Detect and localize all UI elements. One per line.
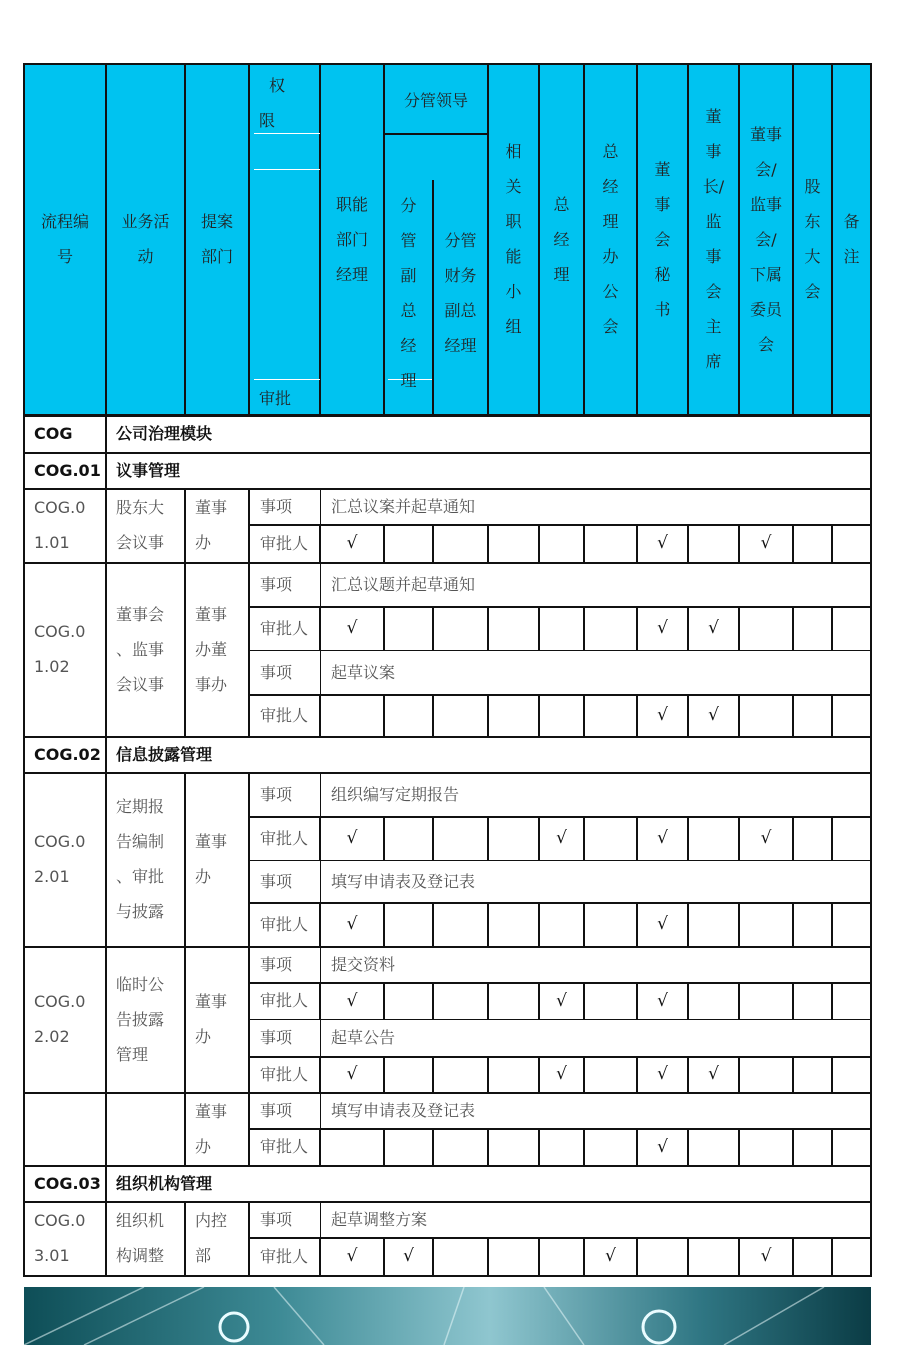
header-board-committees: 下属: [749, 264, 782, 284]
header-supervising-vp: 总: [400, 301, 417, 320]
process-activity: 构调整: [116, 1246, 165, 1265]
grid-line: [792, 1056, 794, 1092]
grid-line: [23, 736, 25, 774]
header-process-no: 流程编: [40, 212, 89, 231]
approval-checkmark: √: [708, 618, 719, 638]
proposing-dept-value: 办董: [195, 639, 228, 659]
grid-line: [487, 694, 489, 736]
grid-line: [538, 694, 540, 736]
grid-line: [870, 1128, 872, 1165]
header-gm-office-meeting: 总: [602, 142, 619, 161]
approver-label: 审批人: [260, 618, 309, 638]
banner-light-streaks: [24, 1287, 871, 1345]
header-functional-dept-manager: 职能: [335, 194, 368, 214]
process-activity: 告披露: [116, 1009, 165, 1029]
matter-text: 起草议案: [331, 662, 396, 682]
header-chairman: 监: [705, 212, 722, 231]
header-remarks: 备: [843, 212, 860, 231]
approval-checkmark: √: [605, 1246, 616, 1266]
header-shareholders-meeting: 股: [804, 177, 821, 196]
header-gm-office-meeting: 办: [602, 247, 619, 266]
grid-line: [487, 1128, 489, 1165]
grid-line: [432, 1056, 434, 1092]
grid-line: [23, 1201, 25, 1277]
matter-label: 事项: [260, 1100, 293, 1120]
header-supervising-leader: 分管领导: [403, 91, 468, 110]
approval-checkmark: √: [657, 618, 668, 638]
header-gm-office-meeting: 会: [602, 317, 619, 336]
header-functional-dept-manager: 经理: [335, 264, 368, 284]
grid-line: [105, 488, 107, 564]
section-name: 信息披露管理: [116, 745, 213, 764]
header-related-group: 相: [505, 142, 522, 161]
grid-line: [320, 772, 321, 816]
proposing-dept-value: 部: [195, 1246, 212, 1265]
grid-line: [792, 606, 794, 650]
proposing-dept-value: 办: [195, 533, 212, 552]
process-activity: 股东大: [116, 498, 165, 517]
approval-checkmark: √: [708, 1064, 719, 1084]
grid-line: [105, 1201, 107, 1277]
header-supervising-finance-vp: 副总: [444, 301, 477, 320]
approval-checkmark: √: [346, 533, 358, 553]
grid-line: [320, 946, 321, 982]
process-activity: 、审批: [116, 867, 165, 886]
grid-line: [583, 902, 585, 946]
grid-line: [687, 1237, 689, 1275]
grid-line: [870, 415, 872, 454]
grid-line: [249, 562, 871, 563]
grid-line: [738, 982, 740, 1019]
header-general-manager: 经: [553, 229, 570, 249]
grid-line: [831, 902, 833, 946]
header-supervising-vp: 经: [400, 336, 417, 355]
header-shareholders-meeting: 东: [804, 212, 821, 231]
header-chairman: 事: [705, 142, 722, 161]
header-board-secretary: 会: [654, 229, 671, 249]
approval-checkmark: √: [346, 1064, 358, 1084]
approval-checkmark: √: [346, 1246, 358, 1266]
header-related-group: 组: [505, 317, 522, 336]
process-activity: 管理: [116, 1044, 149, 1064]
approver-label: 审批人: [260, 705, 309, 725]
grid-line: [831, 982, 833, 1019]
grid-line: [105, 1092, 107, 1167]
grid-line: [432, 816, 434, 860]
grid-line: [538, 524, 540, 562]
grid-line: [320, 1092, 321, 1128]
module-name: 公司治理模块: [116, 424, 213, 443]
approval-checkmark: √: [657, 828, 668, 848]
header-related-group: 职: [505, 212, 522, 231]
grid-line: [184, 946, 186, 1094]
grid-line: [487, 1237, 489, 1275]
grid-line: [870, 452, 872, 490]
header-chairman: 事: [705, 247, 722, 266]
grid-line: [249, 902, 871, 904]
grid-line: [105, 772, 107, 948]
header-shareholders-meeting: 大: [804, 247, 821, 266]
header-board-committees: 董事: [749, 124, 782, 144]
approver-label: 审批人: [260, 1246, 309, 1266]
approval-checkmark: √: [556, 828, 567, 848]
grid-line: [870, 1056, 872, 1092]
grid-line: [184, 772, 186, 948]
grid-line: [831, 694, 833, 736]
process-activity: 临时公: [116, 974, 165, 994]
grid-line: [831, 606, 833, 650]
approval-checkmark: √: [760, 1246, 772, 1266]
process-code: COG.0: [34, 498, 86, 517]
approver-label: 审批人: [260, 1137, 309, 1156]
module-code: COG: [34, 424, 73, 443]
proposing-dept-value: 董事: [195, 604, 228, 624]
grid-line: [320, 860, 321, 902]
proposing-dept-value: 办: [195, 1027, 212, 1046]
grid-line: [792, 694, 794, 736]
matter-text: 提交资料: [331, 954, 396, 974]
header-authority: 权: [269, 76, 286, 95]
grid-line: [432, 902, 434, 946]
grid-line: [792, 982, 794, 1019]
process-code: 2.02: [34, 1027, 70, 1046]
approval-checkmark: √: [556, 1064, 567, 1084]
approval-checkmark: √: [346, 990, 358, 1011]
grid-line: [249, 524, 871, 526]
grid-line: [792, 1128, 794, 1165]
approval-matrix-table: [24, 63, 871, 1275]
grid-line: [23, 946, 25, 1094]
grid-line: [23, 488, 25, 564]
grid-line: [870, 524, 872, 562]
header-related-group: 能: [505, 247, 522, 266]
decorative-banner-image: [24, 1287, 871, 1345]
proposing-dept-value: 董事: [195, 832, 228, 851]
grid-line: [870, 1165, 872, 1203]
grid-line: [831, 1237, 833, 1275]
grid-line: [538, 1128, 540, 1165]
matter-label: 事项: [260, 784, 293, 804]
approver-label: 审批人: [260, 914, 309, 934]
grid-line: [320, 1019, 321, 1056]
header-gm-office-meeting: 理: [602, 212, 619, 231]
grid-line: [249, 694, 871, 696]
header-supervising-vp: 理: [400, 371, 417, 390]
grid-line: [831, 1128, 833, 1165]
grid-line: [249, 982, 871, 984]
proposing-dept-value: 事办: [195, 674, 228, 694]
grid-line: [249, 650, 871, 651]
header-supervising-finance-vp: 经理: [444, 336, 477, 355]
header-board-secretary: 事: [654, 194, 671, 214]
header-gm-office-meeting: 公: [602, 282, 619, 301]
process-code: 3.01: [34, 1246, 70, 1265]
header-general-manager: 理: [553, 264, 570, 284]
header-board-committees: 会/: [755, 159, 777, 179]
process-code: COG.0: [34, 622, 86, 641]
grid-line: [487, 1056, 489, 1092]
process-activity: 告编制: [116, 832, 165, 851]
grid-line: [583, 1128, 585, 1165]
header-supervising-vp: 管: [400, 231, 417, 250]
grid-line: [538, 1237, 540, 1275]
grid-line: [105, 946, 107, 1094]
header-board-secretary: 书: [654, 299, 671, 319]
proposing-dept-value: 内控: [195, 1211, 228, 1230]
header-board-committees: 会/: [755, 229, 777, 249]
grid-line: [831, 524, 833, 562]
matter-label: 事项: [260, 871, 293, 891]
matter-label: 事项: [260, 574, 293, 594]
grid-line: [249, 1056, 871, 1058]
approval-checkmark: √: [556, 990, 567, 1011]
header-board-committees: 监事: [749, 194, 782, 214]
grid-line: [870, 1237, 872, 1275]
header-approval: 审批: [259, 389, 292, 408]
grid-line: [583, 694, 585, 736]
header-chairman: 长/: [702, 177, 725, 196]
matter-label: 事项: [260, 954, 293, 974]
proposing-dept-value: 办: [195, 867, 212, 886]
grid-line: [249, 1128, 871, 1130]
matter-label: 事项: [260, 1209, 293, 1229]
matter-text: 起草公告: [331, 1028, 396, 1047]
matter-text: 汇总议案并起草通知: [331, 496, 476, 516]
grid-line: [23, 1165, 25, 1203]
process-activity: 会议事: [116, 533, 165, 552]
approval-checkmark: √: [657, 990, 668, 1011]
process-code: COG.0: [34, 992, 86, 1011]
process-activity: 董事会: [116, 604, 165, 624]
approval-checkmark: √: [346, 828, 358, 848]
grid-line: [487, 606, 489, 650]
matter-text: 组织编写定期报告: [331, 784, 460, 804]
header-remarks: 注: [843, 247, 860, 266]
grid-line: [248, 1201, 250, 1277]
approval-checkmark: √: [760, 828, 772, 848]
header-supervising-finance-vp: 分管: [444, 231, 477, 250]
header-chairman: 董: [705, 107, 722, 126]
grid-line: [320, 488, 321, 524]
grid-line: [23, 1092, 25, 1167]
grid-line: [831, 1056, 833, 1092]
header-proposing-dept: 提案: [200, 212, 233, 231]
approval-checkmark: √: [657, 533, 668, 553]
section-code: COG.01: [34, 461, 101, 480]
matter-label: 事项: [260, 496, 293, 516]
grid-line: [320, 650, 321, 694]
header-general-manager: 总: [553, 194, 570, 214]
process-activity: 组织机: [116, 1211, 165, 1230]
grid-line: [184, 488, 186, 564]
grid-line: [24, 63, 871, 65]
approver-label: 审批人: [260, 533, 309, 553]
grid-line: [432, 524, 434, 562]
approver-label: 审批人: [260, 991, 309, 1010]
approver-label: 审批人: [260, 828, 309, 848]
header-board-secretary: 秘: [654, 264, 671, 284]
header-process-no: 号: [56, 247, 73, 266]
header-supervising-vp: 分: [400, 196, 417, 215]
process-activity: 与披露: [116, 902, 165, 921]
grid-line: [254, 379, 320, 380]
section-code: COG.02: [34, 745, 101, 764]
proposing-dept-value: 董事: [195, 992, 228, 1011]
header-chairman: 席: [705, 352, 722, 371]
grid-line: [249, 860, 871, 861]
grid-line: [24, 1275, 871, 1277]
grid-line: [538, 902, 540, 946]
approval-checkmark: √: [708, 705, 719, 725]
header-proposing-dept: 部门: [200, 247, 233, 266]
header-supervising-vp: 副: [400, 266, 417, 285]
approval-checkmark: √: [657, 705, 668, 725]
grid-line: [487, 816, 489, 860]
header-business-activity: 动: [137, 247, 154, 266]
header-supervising-finance-vp: 财务: [444, 266, 477, 285]
grid-line: [23, 772, 25, 948]
grid-line: [792, 902, 794, 946]
matter-text: 填写申请表及登记表: [331, 871, 476, 891]
proposing-dept-value: 董事: [195, 1101, 228, 1121]
grid-line: [870, 606, 872, 650]
grid-line: [249, 772, 871, 773]
header-board-secretary: 董: [654, 159, 671, 179]
grid-line: [870, 816, 872, 860]
grid-line: [432, 694, 434, 736]
grid-line: [583, 606, 585, 650]
approval-checkmark: √: [346, 914, 358, 934]
approval-checkmark: √: [346, 618, 358, 638]
approval-checkmark: √: [657, 1064, 668, 1084]
process-code: COG.0: [34, 1211, 86, 1230]
grid-line: [184, 1201, 186, 1277]
grid-line: [870, 902, 872, 946]
grid-line: [23, 415, 25, 454]
approval-checkmark: √: [403, 1246, 414, 1266]
matter-text: 填写申请表及登记表: [331, 1100, 476, 1120]
grid-line: [248, 946, 250, 1094]
header-gm-office-meeting: 经: [602, 177, 619, 196]
grid-line: [383, 1128, 385, 1165]
grid-line: [738, 1128, 740, 1165]
proposing-dept-value: 办: [195, 1136, 212, 1156]
section-name: 组织机构管理: [116, 1174, 213, 1193]
header-board-committees: 会: [757, 334, 774, 354]
grid-line: [487, 902, 489, 946]
grid-line: [320, 694, 321, 736]
section-code: COG.03: [34, 1174, 101, 1193]
process-code: COG.0: [34, 832, 86, 851]
grid-line: [105, 562, 107, 738]
grid-line: [738, 902, 740, 946]
matter-label: 事项: [260, 662, 293, 682]
grid-line: [432, 982, 434, 1019]
matter-text: 汇总议题并起草通知: [331, 574, 476, 594]
matter-label: 事项: [260, 1028, 293, 1047]
grid-line: [432, 1128, 434, 1165]
process-activity: 、监事: [116, 639, 165, 659]
header-related-group: 小: [505, 282, 522, 301]
header-authority: 限: [259, 111, 276, 130]
grid-line: [320, 562, 321, 606]
grid-line: [23, 452, 25, 490]
header-board-committees: 委员: [749, 299, 782, 319]
grid-line: [487, 524, 489, 562]
grid-line: [248, 488, 250, 564]
grid-line: [249, 1237, 871, 1239]
grid-line: [538, 606, 540, 650]
process-code: 1.01: [34, 533, 70, 552]
approval-checkmark: √: [657, 1136, 668, 1157]
process-activity: 定期报: [116, 797, 165, 816]
process-code: 1.02: [34, 657, 70, 676]
grid-line: [184, 562, 186, 738]
grid-line: [384, 133, 488, 135]
header-chairman: 主: [705, 317, 722, 336]
header-functional-dept-manager: 部门: [335, 229, 368, 249]
grid-line: [487, 982, 489, 1019]
section-name: 议事管理: [116, 461, 181, 480]
header-shareholders-meeting: 会: [804, 282, 821, 301]
grid-line: [249, 606, 871, 608]
grid-line: [23, 562, 25, 738]
proposing-dept-value: 董事: [195, 498, 228, 517]
grid-line: [583, 524, 585, 562]
header-related-group: 关: [505, 177, 522, 196]
matter-text: 起草调整方案: [331, 1209, 428, 1229]
grid-line: [432, 606, 434, 650]
grid-line: [870, 694, 872, 736]
grid-line: [320, 1128, 321, 1165]
grid-line: [184, 1092, 186, 1167]
header-chairman: 会: [705, 282, 722, 301]
grid-line: [870, 736, 872, 774]
approver-label: 审批人: [260, 1064, 309, 1084]
process-activity: 会议事: [116, 674, 165, 694]
grid-line: [383, 694, 385, 736]
grid-line: [320, 1201, 321, 1237]
approval-checkmark: √: [760, 533, 772, 553]
process-code: 2.01: [34, 867, 70, 886]
grid-line: [870, 982, 872, 1019]
grid-line: [254, 169, 320, 170]
header-business-activity: 业务活: [121, 212, 170, 231]
approval-checkmark: √: [657, 914, 668, 934]
grid-line: [831, 816, 833, 860]
grid-line: [249, 816, 871, 818]
